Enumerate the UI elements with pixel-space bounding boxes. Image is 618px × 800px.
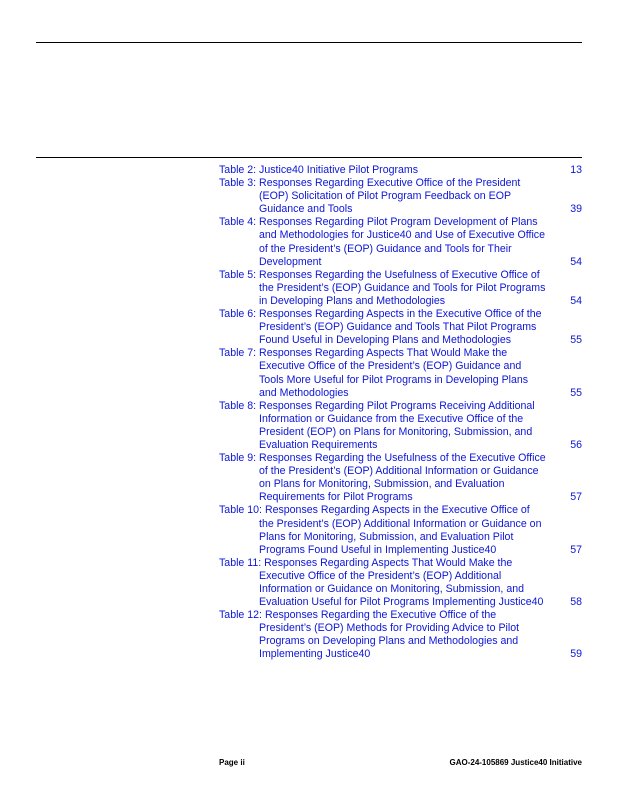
toc-entry-table-2[interactable] bbox=[219, 164, 582, 177]
toc-entry-table-9[interactable] bbox=[219, 452, 582, 504]
toc-entry-page: 39 bbox=[570, 203, 582, 216]
toc-entry-title: Table 3: Responses Regarding Executive Office of the President (EOP) Solicitation of Pilot Program Feedback on EOP Guidance and Tools bbox=[219, 177, 521, 216]
toc-entry-table-7[interactable] bbox=[219, 347, 582, 399]
toc-entry-page: 13 bbox=[570, 164, 582, 176]
section-rule bbox=[36, 157, 582, 158]
toc-entry-title: Table 11: Responses Regarding Aspects That Would Make the Executive Office of the President’s (EOP) Additional Information or Guidance on Monitoring, Submission, and Evaluation Useful for Pilot Programs Implementing Justice40 bbox=[219, 556, 544, 609]
header-rule bbox=[36, 42, 582, 43]
toc-entry-page: 55 bbox=[570, 334, 582, 347]
toc-entry-page: 58 bbox=[570, 596, 582, 609]
toc-entry-page: 57 bbox=[570, 491, 582, 504]
toc-entry-table-4[interactable] bbox=[219, 216, 582, 268]
toc-entry-page: 54 bbox=[570, 255, 582, 268]
toc-entry-page: 59 bbox=[570, 648, 582, 661]
toc-entry-title: Table 2: Justice40 Initiative Pilot Programs bbox=[219, 164, 419, 176]
toc-entry-title: Table 10: Responses Regarding Aspects in the Executive Office of the President’s (EOP) Additional Information or Guidance on Plans for Monitoring, Submission, and Evaluation Pilot Programs Found Useful in Implementing Justice40 bbox=[219, 504, 542, 556]
toc-entry-page: 57 bbox=[570, 543, 582, 556]
toc-entry-table-6[interactable] bbox=[219, 308, 582, 347]
toc-entry-page: 55 bbox=[570, 386, 582, 399]
footer-page-number: Page ii bbox=[219, 758, 245, 767]
toc-entry-page: 56 bbox=[570, 438, 582, 451]
list-of-tables bbox=[219, 164, 582, 662]
toc-entry-title: Table 9: Responses Regarding the Usefulness of the Executive Office of the President’s (EOP) Additional Information or Guidance on Plans for Monitoring, Submission, and Evaluation Requirements for Pilot Programs bbox=[219, 452, 546, 504]
toc-entry-table-11[interactable] bbox=[219, 557, 582, 609]
toc-entry-table-5[interactable] bbox=[219, 269, 582, 308]
toc-entry-title: Table 12: Responses Regarding the Executive Office of the President’s (EOP) Methods for Providing Advice to Pilot Programs on Developing Plans and Methodologies and Implementing Justice40 bbox=[219, 609, 520, 661]
toc-entry-title: Table 6: Responses Regarding Aspects in the Executive Office of the President’s (EOP) Guidance and Tools That Pilot Programs Found Useful in Developing Plans and Methodologies bbox=[219, 308, 542, 347]
toc-entry-table-8[interactable] bbox=[219, 400, 582, 452]
toc-entry-title: Table 5: Responses Regarding the Usefulness of Executive Office of the President’s (EOP) Guidance and Tools for Pilot Programs in Developing Plans and Methodologies bbox=[219, 268, 546, 307]
toc-entry-title: Table 8: Responses Regarding Pilot Programs Receiving Additional Information or Guidance from the Executive Office of the President (EOP) on Plans for Monitoring, Submission, and Evaluation Requirements bbox=[219, 399, 535, 451]
toc-entry-table-12[interactable] bbox=[219, 609, 582, 661]
toc-entry-title: Table 7: Responses Regarding Aspects That Would Make the Executive Office of the President’s (EOP) Guidance and Tools More Useful for Pilot Programs in Developing Plans and Methodologies bbox=[219, 347, 529, 399]
toc-entry-table-10[interactable] bbox=[219, 504, 582, 556]
toc-entry-page: 54 bbox=[570, 294, 582, 307]
footer-report-id: GAO-24-105869 Justice40 Initiative bbox=[449, 758, 582, 767]
toc-entry-table-3[interactable] bbox=[219, 177, 582, 216]
toc-entry-title: Table 4: Responses Regarding Pilot Program Development of Plans and Methodologies for Justice40 and Use of Executive Office of the President’s (EOP) Guidance and Tools for Their Development bbox=[219, 216, 546, 268]
